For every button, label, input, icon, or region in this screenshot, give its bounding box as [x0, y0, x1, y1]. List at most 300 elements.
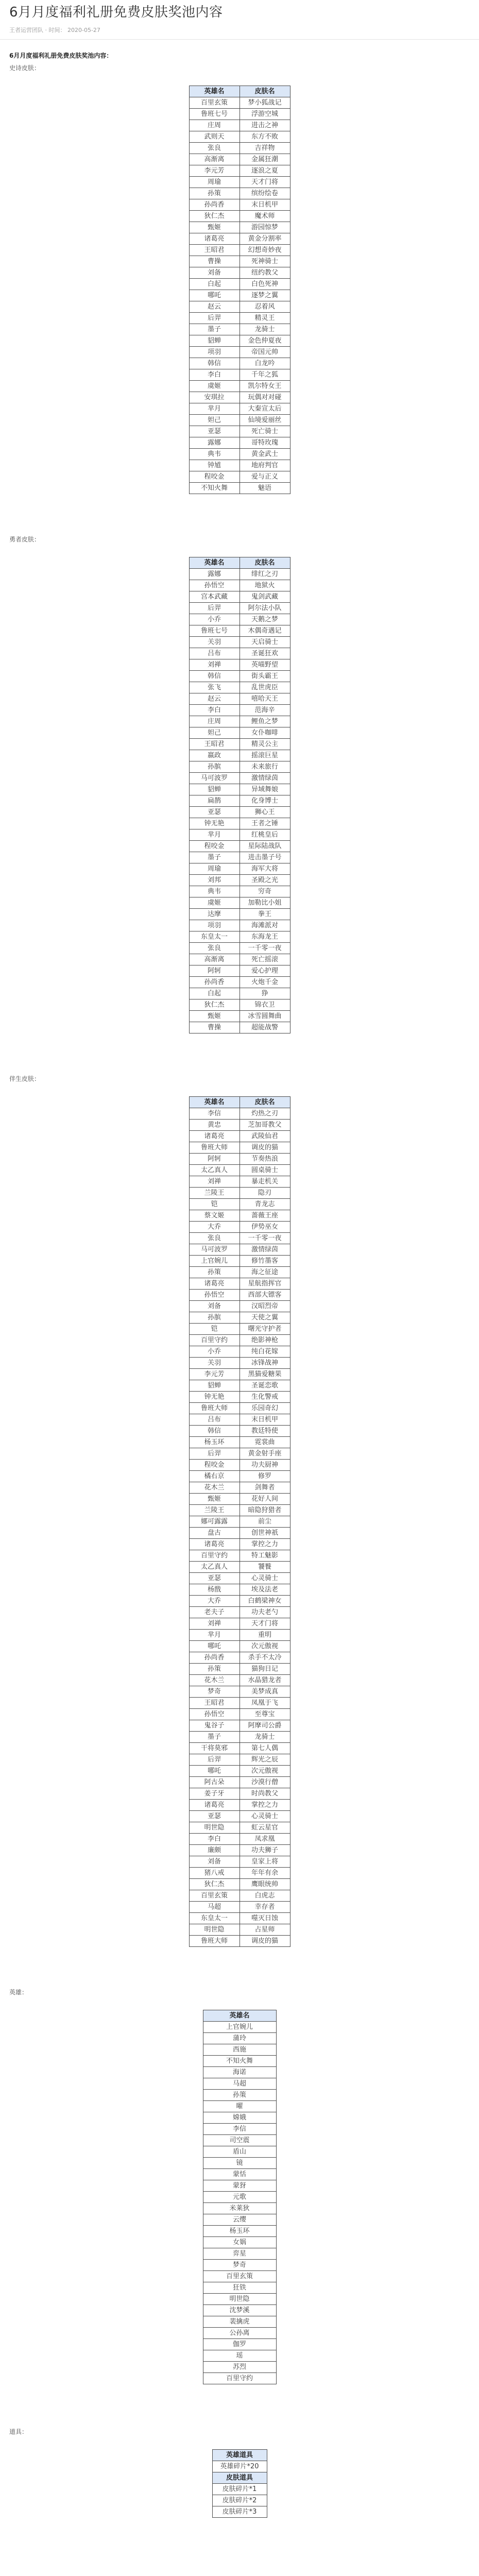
skin-name-cell: 阿摩司公爵: [239, 1720, 290, 1732]
skin-name-cell: 天才门将: [239, 1618, 290, 1630]
table-row: [189, 931, 290, 943]
table-row: [189, 829, 290, 841]
cell: 嫦娥: [203, 2112, 276, 2124]
skin-name-cell: 缤纷绘卷: [239, 188, 290, 199]
skin-name-cell: 凯尔特女王: [239, 381, 290, 392]
table-row: [189, 1743, 290, 1754]
skin-name-cell: 特工魅影: [239, 1550, 290, 1562]
hero-name-cell: 高渐离: [189, 154, 239, 165]
skin-name-cell: 辉光之辰: [239, 1754, 290, 1766]
skin-name-cell: 霓裳曲: [239, 1437, 290, 1448]
hero-name-cell: 上官婉儿: [189, 1256, 239, 1267]
hero-name-cell: 墨子: [189, 324, 239, 335]
hero-name-cell: 项羽: [189, 920, 239, 931]
table-row: [189, 625, 290, 637]
cell: 皮肤碎片*3: [212, 2506, 267, 2518]
skin-name-cell: 第七人偶: [239, 1743, 290, 1754]
hero-name-cell: 武则天: [189, 131, 239, 143]
skin-name-cell: 修竹墨客: [239, 1256, 290, 1267]
table-row: [189, 1494, 290, 1505]
hero-name-cell: 盘古: [189, 1528, 239, 1539]
hero-name-cell: 李元芳: [189, 165, 239, 177]
table-row: [189, 1607, 290, 1618]
hero-name-cell: 明世隐: [189, 1822, 239, 1834]
skin-name-cell: 浮游空城: [239, 109, 290, 120]
skin-name-cell: 金属狂潮: [239, 154, 290, 165]
skin-name-cell: 冰雪圆舞曲: [239, 1011, 290, 1022]
hero-name-cell: 兰陵王: [189, 1188, 239, 1199]
skin-name-cell: 乐园奇幻: [239, 1403, 290, 1414]
hero-name-cell: 甄姬: [189, 222, 239, 233]
skin-name-cell: 修罗: [239, 1471, 290, 1482]
skin-name-cell: 白色死神: [239, 279, 290, 290]
table-row: [189, 1346, 290, 1358]
cell: 英雄碎片*20: [212, 2461, 267, 2472]
skin-name-cell: 死亡骑士: [239, 426, 290, 437]
table-row: [189, 1845, 290, 1856]
skin-name-cell: 绯红之刃: [239, 569, 290, 580]
skin-name-cell: 嘻哈天王: [239, 693, 290, 705]
table-row: [189, 1233, 290, 1244]
table-row: [189, 1788, 290, 1800]
skin-name-cell: 帝国元帅: [239, 347, 290, 358]
table-row: [203, 2146, 276, 2158]
table-row: [189, 290, 290, 301]
table-row: [203, 2044, 276, 2056]
table-row: [189, 1822, 290, 1834]
skin-name-cell: 爱与正义: [239, 471, 290, 483]
table-row: [189, 897, 290, 909]
hero-name-cell: 李白: [189, 1834, 239, 1845]
skin-name-cell: 游园惊梦: [239, 222, 290, 233]
table-row: [189, 1913, 290, 1924]
hero-name-cell: 白起: [189, 988, 239, 999]
table-row: [189, 795, 290, 807]
table-row: [189, 143, 290, 154]
skin-name-cell: 至尊宝: [239, 1709, 290, 1720]
skin-name-cell: 灼热之刃: [239, 1108, 290, 1120]
table-row: [189, 1868, 290, 1879]
section-label-heroes: 英雄：: [9, 1989, 28, 1996]
skin-name-cell: 龙骑士: [239, 324, 290, 335]
hero-name-cell: 廉颇: [189, 1845, 239, 1856]
table-row: [189, 875, 290, 886]
hero-name-cell: 孙膑: [189, 1312, 239, 1324]
hero-name-cell: 李白: [189, 369, 239, 381]
table-row: [189, 784, 290, 795]
table-row: [203, 2192, 276, 2203]
cell: 蒲玲: [203, 2033, 276, 2044]
table-row: [189, 580, 290, 591]
hero-name-cell: 鲁班七号: [189, 109, 239, 120]
skin-name-cell: 天使之翼: [239, 1312, 290, 1324]
table-row: [189, 1256, 290, 1267]
item-table: [212, 2449, 267, 2518]
companion-skin-table: [189, 1096, 290, 1947]
hero-name-cell: 安琪拉: [189, 392, 239, 403]
table-row: [189, 988, 290, 999]
table-row: [189, 335, 290, 347]
table-row: [189, 1573, 290, 1584]
hero-name-cell: 诸葛亮: [189, 1131, 239, 1142]
table-row: [189, 1369, 290, 1380]
column-header-skin-item: 皮肤道具: [212, 2472, 267, 2484]
table-row: [189, 1698, 290, 1709]
hero-name-cell: 马超: [189, 1902, 239, 1913]
table-row: [189, 841, 290, 852]
table-row: [189, 954, 290, 965]
table-row: [212, 2495, 267, 2506]
cell: 伽罗: [203, 2339, 276, 2350]
hero-name-cell: 吕布: [189, 1414, 239, 1426]
lead-text: 6月月度福利礼册免费皮肤奖池内容：: [9, 52, 113, 59]
table-row: [189, 920, 290, 931]
table-row: [189, 1448, 290, 1460]
cell: 苏烈: [203, 2362, 276, 2373]
hero-name-cell: 孙策: [189, 1664, 239, 1675]
table-row: [189, 109, 290, 120]
table-row: [189, 1550, 290, 1562]
hero-name-cell: 貂蝉: [189, 1380, 239, 1392]
skin-name-cell: 掌控之力: [239, 1800, 290, 1811]
skin-name-cell: 精灵公主: [239, 739, 290, 750]
table-row: [203, 2305, 276, 2316]
table-row: [189, 154, 290, 165]
hero-name-cell: 亚瑟: [189, 1811, 239, 1822]
table-row: [203, 2090, 276, 2101]
table-row: [189, 1142, 290, 1154]
table-row: [189, 1720, 290, 1732]
table-row: [189, 483, 290, 494]
skin-name-cell: 未来旅行: [239, 761, 290, 773]
skin-name-cell: 锦衣卫: [239, 999, 290, 1011]
hero-name-cell: 鬼谷子: [189, 1720, 239, 1732]
table-row: [203, 2101, 276, 2112]
table-row: [212, 2484, 267, 2495]
hero-name-cell: 刘邦: [189, 875, 239, 886]
table-row: [189, 426, 290, 437]
hero-name-cell: 孙悟空: [189, 1709, 239, 1720]
cell: 弈星: [203, 2248, 276, 2260]
skin-name-cell: 超能战警: [239, 1022, 290, 1033]
skin-name-cell: 次元傲视: [239, 1766, 290, 1777]
skin-name-cell: 魅语: [239, 483, 290, 494]
skin-name-cell: 穷奇: [239, 886, 290, 897]
hero-name-cell: 亚瑟: [189, 426, 239, 437]
hero-name-cell: 韩信: [189, 358, 239, 369]
hero-name-cell: 孙尚香: [189, 977, 239, 988]
column-header-skin: 皮肤名: [239, 1097, 290, 1108]
hero-name-cell: 虞姬: [189, 897, 239, 909]
hero-name-cell: 张良: [189, 1233, 239, 1244]
table-row: [189, 1562, 290, 1573]
skin-name-cell: 节奏热浪: [239, 1154, 290, 1165]
skin-name-cell: 一千零一夜: [239, 943, 290, 954]
cell: 明世隐: [203, 2294, 276, 2305]
skin-name-cell: 死亡摇滚: [239, 954, 290, 965]
table-row: [189, 313, 290, 324]
hero-name-cell: 孙尚香: [189, 1652, 239, 1664]
table-row: [189, 1471, 290, 1482]
cell: 瑶: [203, 2350, 276, 2362]
table-row: [189, 1165, 290, 1176]
hero-name-cell: 狄仁杰: [189, 1879, 239, 1890]
skin-name-cell: 武陵仙君: [239, 1131, 290, 1142]
hero-name-cell: 李信: [189, 1108, 239, 1120]
table-row: [189, 1301, 290, 1312]
hero-name-cell: 小乔: [189, 614, 239, 625]
skin-name-cell: 埃及法老: [239, 1584, 290, 1596]
table-row: [203, 2169, 276, 2180]
table-row: [189, 1120, 290, 1131]
cell: 曜: [203, 2101, 276, 2112]
table-row: [189, 1936, 290, 1947]
table-row: [212, 2506, 267, 2518]
skin-name-cell: 芝加哥教父: [239, 1120, 290, 1131]
hero-name-cell: 妲己: [189, 415, 239, 426]
table-row: [203, 2135, 276, 2146]
skin-name-cell: 东海龙王: [239, 931, 290, 943]
skin-name-cell: 白龙吟: [239, 358, 290, 369]
hero-name-cell: 王昭君: [189, 739, 239, 750]
hero-name-cell: 黄忠: [189, 1120, 239, 1131]
table-row: [189, 1108, 290, 1120]
table-row: [189, 1505, 290, 1516]
skin-name-cell: 心灵骑士: [239, 1811, 290, 1822]
skin-name-cell: 绝影神枪: [239, 1335, 290, 1346]
skin-name-cell: 生化警戒: [239, 1392, 290, 1403]
cell: 上官婉儿: [203, 2022, 276, 2033]
table-row: [189, 716, 290, 727]
table-row: [203, 2271, 276, 2282]
table-row: [189, 1199, 290, 1210]
skin-name-cell: 剑舞者: [239, 1482, 290, 1494]
hero-name-cell: 蔡文姬: [189, 1210, 239, 1222]
skin-name-cell: 功夫厨神: [239, 1460, 290, 1471]
skin-name-cell: 皇家上将: [239, 1856, 290, 1868]
skin-name-cell: 狮心王: [239, 807, 290, 818]
cell: 司空震: [203, 2135, 276, 2146]
hero-name-cell: 孙策: [189, 188, 239, 199]
table-row: [189, 1856, 290, 1868]
hero-name-cell: 大乔: [189, 1222, 239, 1233]
hero-name-cell: 鲁班大师: [189, 1403, 239, 1414]
table-row: [212, 2461, 267, 2472]
table-row: [189, 1641, 290, 1652]
table-row: [189, 1131, 290, 1142]
skin-name-cell: 幻想奇妙夜: [239, 245, 290, 256]
hero-name-cell: 刘禅: [189, 1176, 239, 1188]
hero-name-cell: 程咬金: [189, 841, 239, 852]
skin-name-cell: 伊势巫女: [239, 1222, 290, 1233]
table-row: [189, 761, 290, 773]
hero-name-cell: 诸葛亮: [189, 233, 239, 245]
hero-name-cell: 孙膑: [189, 761, 239, 773]
table-row: [189, 671, 290, 682]
hero-name-cell: 程咬金: [189, 1460, 239, 1471]
table-row: [189, 1222, 290, 1233]
hero-name-cell: 钟无艳: [189, 818, 239, 829]
table-row: [189, 637, 290, 648]
hero-name-cell: 王昭君: [189, 245, 239, 256]
skin-name-cell: 杀手不太冷: [239, 1652, 290, 1664]
column-header-skin: 皮肤名: [239, 557, 290, 569]
table-row: [189, 131, 290, 143]
table-row: [189, 1664, 290, 1675]
hero-name-cell: 刘备: [189, 1856, 239, 1868]
hero-name-cell: 狄仁杰: [189, 999, 239, 1011]
skin-name-cell: 蔷薇王座: [239, 1210, 290, 1222]
table-row: [189, 1460, 290, 1471]
hero-name-cell: 马可波罗: [189, 1244, 239, 1256]
hero-name-cell: 老夫子: [189, 1607, 239, 1618]
table-row: [189, 1414, 290, 1426]
table-row: [189, 750, 290, 761]
hero-name-cell: 王昭君: [189, 1698, 239, 1709]
hero-name-cell: 典韦: [189, 886, 239, 897]
skin-name-cell: 圣诞恋歌: [239, 1380, 290, 1392]
table-row: [189, 1176, 290, 1188]
section-label-companion: 伴生皮肤：: [9, 1075, 41, 1082]
hero-name-cell: 亚瑟: [189, 807, 239, 818]
table-row: [189, 1652, 290, 1664]
hero-name-cell: 韩信: [189, 671, 239, 682]
table-row: [203, 2373, 276, 2384]
table-row: [203, 2124, 276, 2135]
skin-name-cell: 时尚教父: [239, 1788, 290, 1800]
table-row: [189, 1437, 290, 1448]
skin-name-cell: 白鹤梁神女: [239, 1596, 290, 1607]
skin-name-cell: 饕餮: [239, 1562, 290, 1573]
skin-name-cell: 调皮的猫: [239, 1936, 290, 1947]
skin-name-cell: 猫狗日记: [239, 1664, 290, 1675]
table-row: [189, 1777, 290, 1788]
table-row: [203, 2158, 276, 2169]
skin-name-cell: 白虎志: [239, 1890, 290, 1902]
table-row: [189, 1244, 290, 1256]
skin-name-cell: 圆桌骑士: [239, 1165, 290, 1176]
skin-name-cell: 末日机甲: [239, 199, 290, 211]
hero-table-wrap: [0, 2010, 479, 2384]
table-row: [189, 1766, 290, 1777]
hero-name-cell: 阿轲: [189, 965, 239, 977]
skin-name-cell: 暗隐狩猎者: [239, 1505, 290, 1516]
table-row: [203, 2339, 276, 2350]
skin-name-cell: 激情绿茵: [239, 773, 290, 784]
table-row: [189, 369, 290, 381]
hero-name-cell: 干将莫邪: [189, 1743, 239, 1754]
skin-name-cell: 大秦宣太后: [239, 403, 290, 415]
page-title: 6月月度福利礼册免费皮肤奖池内容: [9, 5, 223, 20]
skin-name-cell: 星际陆战队: [239, 841, 290, 852]
hero-name-cell: 鲁班七号: [189, 625, 239, 637]
hero-name-cell: 周瑜: [189, 863, 239, 875]
table-row: [189, 614, 290, 625]
table-row: [189, 943, 290, 954]
skin-name-cell: 星航指挥官: [239, 1278, 290, 1290]
table-row: [203, 2056, 276, 2067]
cell: 元歌: [203, 2192, 276, 2203]
table-row: [189, 1403, 290, 1414]
cell: 狂铁: [203, 2282, 276, 2294]
column-header-hero-item: 英雄道具: [212, 2450, 267, 2461]
skin-name-cell: 吉祥物: [239, 143, 290, 154]
table-row: [189, 1358, 290, 1369]
cell: 马超: [203, 2078, 276, 2090]
skin-name-cell: 花好人间: [239, 1494, 290, 1505]
skin-name-cell: 噬灭日蚀: [239, 1913, 290, 1924]
hero-name-cell: 曹操: [189, 1022, 239, 1033]
table-row: [203, 2112, 276, 2124]
table-row: [189, 188, 290, 199]
skin-name-cell: 黑猫爱糖果: [239, 1369, 290, 1380]
skin-name-cell: 调皮的猫: [239, 1142, 290, 1154]
hero-name-cell: 达摩: [189, 909, 239, 920]
hero-name-cell: 铠: [189, 1199, 239, 1210]
table-row: [189, 1426, 290, 1437]
skin-name-cell: 水晶猎龙者: [239, 1675, 290, 1686]
cell: 米莱狄: [203, 2203, 276, 2214]
table-row: [189, 1596, 290, 1607]
table-row: [189, 739, 290, 750]
cell: 蒙恬: [203, 2169, 276, 2180]
table-row: [189, 693, 290, 705]
hero-name-cell: 杨玉环: [189, 1437, 239, 1448]
table-row: [189, 301, 290, 313]
table-row: [189, 1324, 290, 1335]
table-row: [189, 1335, 290, 1346]
hero-name-cell: 孙悟空: [189, 580, 239, 591]
cell: 李信: [203, 2124, 276, 2135]
hero-name-cell: 小乔: [189, 1346, 239, 1358]
table-row: [189, 807, 290, 818]
table-row: [189, 1312, 290, 1324]
column-header-hero: 英雄名: [203, 2010, 276, 2022]
hero-name-cell: 后羿: [189, 603, 239, 614]
skin-name-cell: 拳王: [239, 909, 290, 920]
table-row: [189, 1675, 290, 1686]
hero-name-cell: 甄姬: [189, 1011, 239, 1022]
hero-name-cell: 钟馗: [189, 460, 239, 471]
skin-name-cell: 黄金武士: [239, 449, 290, 460]
table-row: [189, 1800, 290, 1811]
table-row: [189, 1709, 290, 1720]
skin-name-cell: 青龙志: [239, 1199, 290, 1210]
hero-name-cell: 墨子: [189, 852, 239, 863]
table-row: [189, 120, 290, 131]
skin-name-cell: 圣殿之光: [239, 875, 290, 886]
hero-name-cell: 扁鹊: [189, 795, 239, 807]
hero-name-cell: 诸葛亮: [189, 1539, 239, 1550]
table-row: [189, 199, 290, 211]
table-row: [189, 222, 290, 233]
table-row: [203, 2022, 276, 2033]
skin-name-cell: 乱世虎臣: [239, 682, 290, 693]
cell: 皮肤碎片*1: [212, 2484, 267, 2495]
table-row: [189, 403, 290, 415]
cell: 蒙犽: [203, 2180, 276, 2192]
table-row: [189, 211, 290, 222]
hero-name-cell: 阿古朵: [189, 1777, 239, 1788]
hero-name-cell: 太乙真人: [189, 1562, 239, 1573]
hero-name-cell: 兰陵王: [189, 1505, 239, 1516]
skin-name-cell: 次元傲视: [239, 1641, 290, 1652]
hero-name-cell: 庄周: [189, 716, 239, 727]
cell: 百里玄策: [203, 2271, 276, 2282]
table-row: [189, 1879, 290, 1890]
hero-name-cell: 孙尚香: [189, 199, 239, 211]
skin-name-cell: 狰: [239, 988, 290, 999]
